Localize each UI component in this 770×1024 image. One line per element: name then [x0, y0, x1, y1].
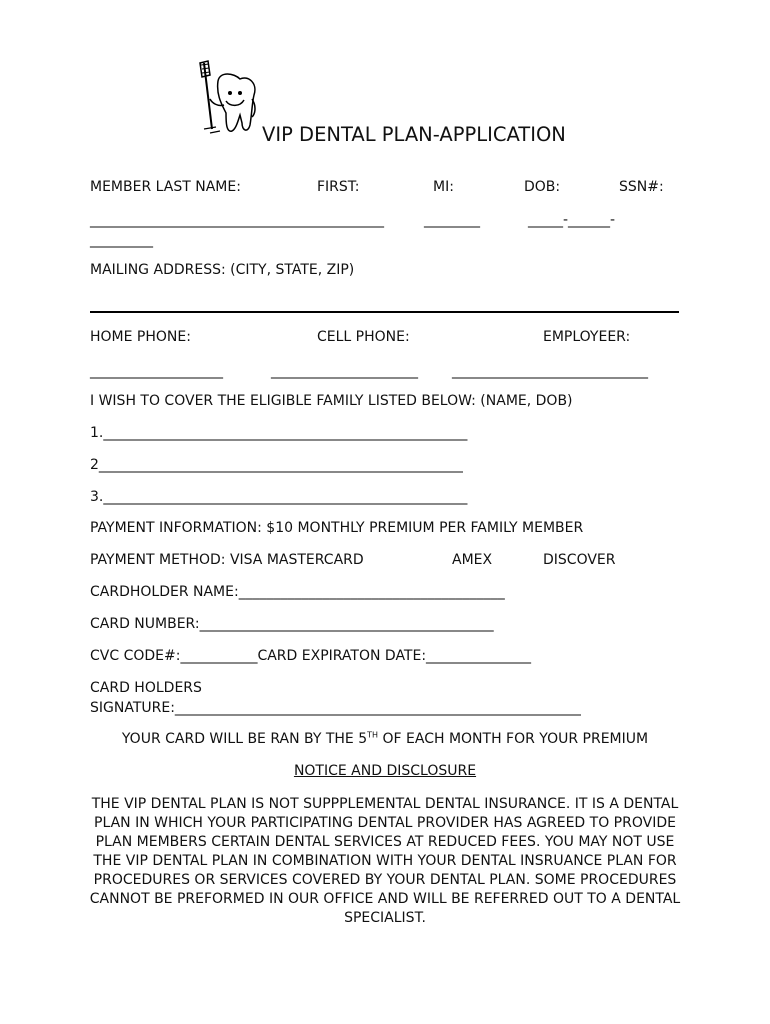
- payment-information: PAYMENT INFORMATION: $10 MONTHLY PREMIUM PER FAMILY MEMBER: [90, 520, 584, 536]
- cardholder-name-field[interactable]: CARDHOLDER NAME:______________________________________: [90, 584, 505, 600]
- family-member-3-field[interactable]: 3.____________________________________________________: [90, 489, 468, 505]
- mailing-address-field[interactable]: [90, 311, 679, 313]
- disclosure-line: CANNOT BE PREFORMED IN OUR OFFICE AND WILL BE REFERRED OUT TO A DENTAL: [89, 891, 681, 907]
- cell-phone-label: CELL PHONE:: [317, 329, 410, 345]
- disclosure-paragraph: [88, 795, 682, 928]
- card-number-field[interactable]: CARD NUMBER:__________________________________________: [90, 616, 494, 632]
- family-member-1-field[interactable]: 1.____________________________________________________: [90, 425, 468, 441]
- mailing-address-label: MAILING ADDRESS: (CITY, STATE, ZIP): [90, 262, 355, 278]
- disclosure-line: PROCEDURES OR SERVICES COVERED BY YOUR DENTAL PLAN. SOME PROCEDURES: [93, 872, 677, 888]
- payment-method-label: PAYMENT METHOD: VISA MASTERCARD: [90, 552, 364, 568]
- disclosure-line: SPECIALIST.: [344, 910, 426, 926]
- home-phone-label: HOME PHONE:: [90, 329, 191, 345]
- middle-initial-label: MI:: [433, 179, 454, 195]
- member-name-field[interactable]: __________________________________________: [90, 212, 384, 228]
- dob-field[interactable]: ________: [424, 212, 480, 228]
- employer-label: EMPLOYEER:: [543, 329, 631, 345]
- family-heading: I WISH TO COVER THE ELIGIBLE FAMILY LISTED BELOW: (NAME, DOB): [90, 393, 573, 409]
- charge-note-text-end: OF EACH MONTH FOR YOUR PREMIUM: [378, 731, 649, 747]
- ssn-label: SSN#:: [619, 179, 664, 195]
- ssn-field-continuation[interactable]: _________: [90, 232, 153, 248]
- signature-label: CARD HOLDERS: [90, 680, 202, 696]
- first-name-label: FIRST:: [317, 179, 360, 195]
- dob-label: DOB:: [524, 179, 561, 195]
- notice-heading: NOTICE AND DISCLOSURE: [293, 763, 477, 779]
- member-last-name-label: MEMBER LAST NAME:: [90, 179, 241, 195]
- ssn-field[interactable]: _____-______-: [528, 212, 616, 228]
- disclosure-line: THE VIP DENTAL PLAN IS NOT SUPPPLEMENTAL DENTAL INSURANCE. IT IS A DENTAL: [91, 796, 679, 812]
- payment-method-amex: AMEX: [452, 552, 493, 568]
- signature-field[interactable]: SIGNATURE:__________________________________________________________: [90, 700, 581, 716]
- cvc-expiration-field[interactable]: CVC CODE#:___________CARD EXPIRATON DATE:_______________: [90, 648, 532, 664]
- employer-field[interactable]: ____________________________: [452, 363, 648, 379]
- charge-note-text: YOUR CARD WILL BE RAN BY THE 5: [121, 731, 368, 747]
- payment-method-discover: DISCOVER: [543, 552, 616, 568]
- page-title: VIP DENTAL PLAN-APPLICATION: [262, 123, 566, 146]
- disclosure-line: PLAN MEMBERS CERTAIN DENTAL SERVICES AT REDUCED FEES. YOU MAY NOT USE: [95, 834, 675, 850]
- cell-phone-field[interactable]: _____________________: [271, 363, 418, 379]
- charge-note-superscript: TH: [367, 730, 379, 740]
- family-member-2-field[interactable]: 2____________________________________________________: [90, 457, 463, 473]
- tooth-with-toothbrush-icon: [190, 55, 262, 137]
- disclosure-line: THE VIP DENTAL PLAN IN COMBINATION WITH YOUR DENTAL INSRUANCE PLAN FOR: [93, 853, 677, 869]
- charge-date-note: [60, 731, 710, 748]
- home-phone-field[interactable]: ___________________: [90, 363, 223, 379]
- disclosure-line: PLAN IN WHICH YOUR PARTICIPATING DENTAL PROVIDER HAS AGREED TO PROVIDE: [94, 815, 676, 831]
